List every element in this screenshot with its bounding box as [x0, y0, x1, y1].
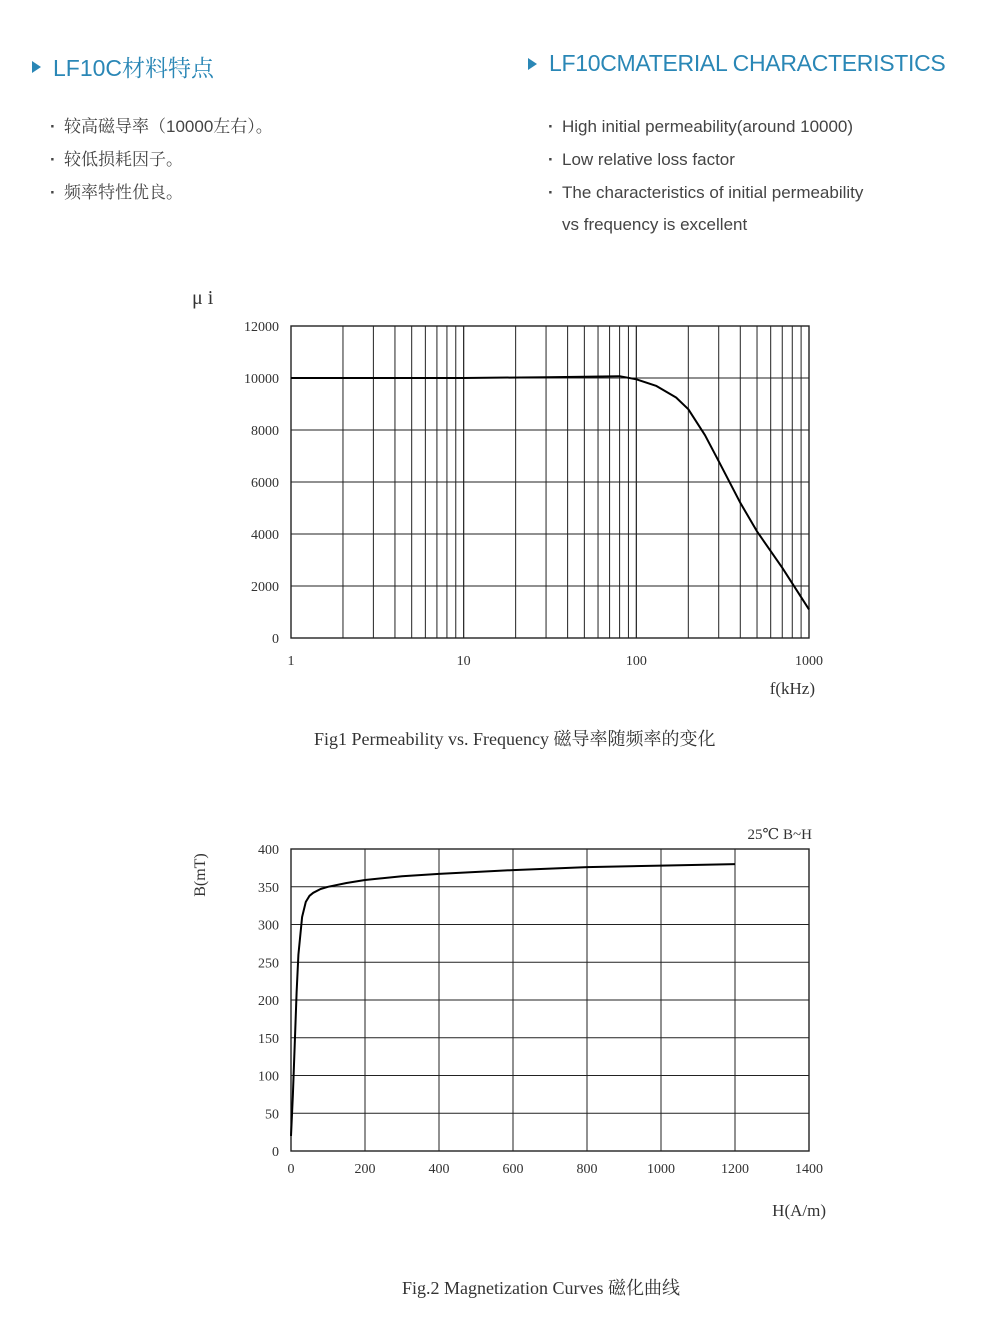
list-item: · High initial permeability(around 10000): [548, 110, 863, 143]
list-item: · 较高磁导率（10000左右）。: [50, 110, 273, 143]
y-tick-label: 150: [258, 1031, 279, 1047]
y-tick-label: 4000: [251, 528, 279, 543]
list-item: · 较低损耗因子。: [50, 143, 273, 176]
x-tick-label: 10: [456, 654, 471, 669]
y-tick-label: 12000: [244, 320, 279, 335]
x-tick-label: 1400: [795, 1162, 823, 1177]
y-axis-label: B(mT): [192, 853, 209, 897]
cn-section-title: LF10C材料特点: [53, 55, 215, 81]
fig2-caption: Fig.2 Magnetization Curves 磁化曲线: [402, 1278, 680, 1298]
y-tick-label: 200: [258, 994, 279, 1009]
x-tick-label: 0: [287, 1162, 295, 1177]
list-item: · Low relative loss factor: [548, 143, 863, 176]
y-tick-label: 2000: [251, 580, 279, 595]
x-tick-label: 400: [428, 1162, 450, 1177]
x-tick-label: 1000: [795, 654, 823, 669]
y-tick-label: 100: [258, 1069, 279, 1085]
y-tick-label: 0: [272, 1145, 279, 1160]
en-section-title: LF10CMATERIAL CHARACTERISTICS: [549, 50, 946, 76]
y-tick-label: 350: [258, 880, 279, 896]
y-tick-label: 6000: [251, 476, 279, 491]
x-axis-label: f(kHz): [769, 679, 815, 698]
y-tick-label: 0: [272, 632, 279, 647]
y-tick-label: 8000: [251, 424, 279, 439]
x-tick-label: 100: [625, 654, 647, 669]
x-tick-label: 800: [576, 1162, 598, 1177]
x-tick-label: 200: [354, 1162, 376, 1177]
chart-annotation: 25℃ B~H: [747, 827, 812, 843]
y-tick-label: 400: [258, 843, 279, 858]
y-tick-label: 10000: [244, 372, 279, 387]
x-tick-label: 600: [502, 1162, 524, 1177]
fig1-caption: Fig1 Permeability vs. Frequency 磁导率随频率的变化: [314, 729, 716, 749]
x-tick-label: 1000: [647, 1162, 675, 1177]
x-tick-label: 1200: [721, 1162, 749, 1177]
list-item: · 频率特性优良。: [50, 176, 273, 209]
y-tick-label: 250: [258, 956, 279, 972]
y-tick-label: 50: [265, 1107, 279, 1123]
y-axis-label: μ i: [192, 287, 214, 309]
list-item-continuation: vs frequency is excellent: [562, 215, 748, 234]
list-item: · The characteristics of initial permeability: [548, 176, 863, 209]
x-tick-label: 1: [287, 654, 295, 669]
x-axis-label: H(A/m): [772, 1201, 826, 1220]
permeability-curve: [291, 376, 809, 609]
y-tick-label: 300: [258, 918, 279, 934]
